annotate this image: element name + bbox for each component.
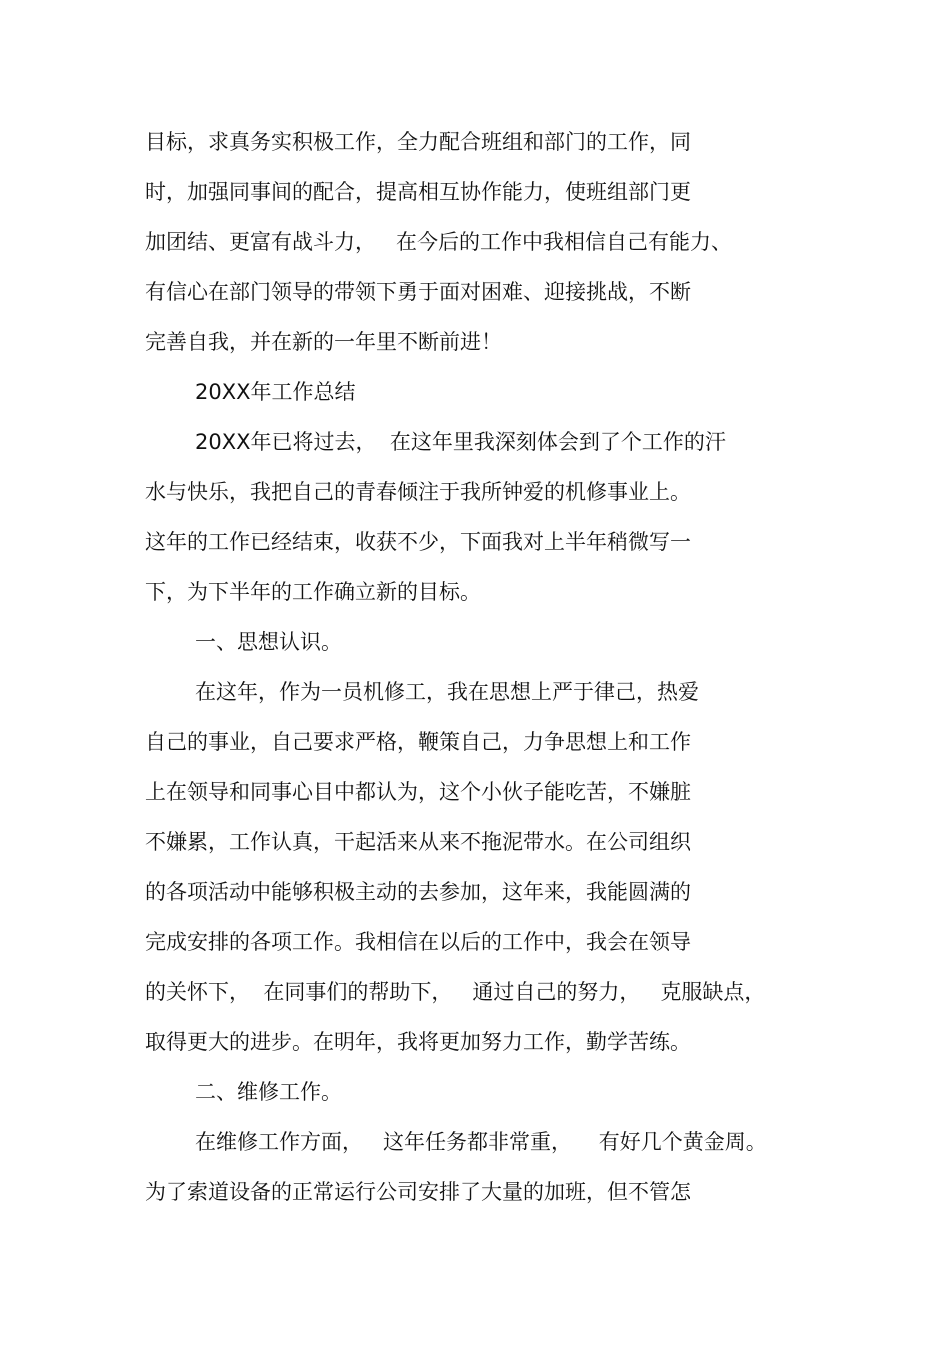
text-line: 在维修工作方面， 这年任务都非常重， 有好几个黄金周。 xyxy=(195,1130,767,1154)
text-line: 自己的事业，自己要求严格，鞭策自己，力争思想上和工作 xyxy=(145,730,691,754)
text-line: 时，加强同事间的配合，提高相互协作能力，使班组部门更 xyxy=(145,180,691,204)
text-line: 取得更大的进步。在明年，我将更加努力工作，勤学苦练。 xyxy=(145,1030,691,1054)
text-line: 下，为下半年的工作确立新的目标。 xyxy=(145,580,481,604)
text-line: 的各项活动中能够积极主动的去参加，这年来，我能圆满的 xyxy=(145,880,691,904)
text-line: 不嫌累，工作认真，干起活来从来不拖泥带水。在公司组织 xyxy=(145,830,691,854)
text-line: 目标，求真务实积极工作，全力配合班组和部门的工作，同 xyxy=(145,130,691,154)
text-line: 完成安排的各项工作。我相信在以后的工作中，我会在领导 xyxy=(145,930,691,954)
text-line: 这年的工作已经结束，收获不少，下面我对上半年稍微写一 xyxy=(145,530,691,554)
section-title: 20XX年工作总结 xyxy=(195,380,356,404)
text-line: 在这年，作为一员机修工，我在思想上严于律己，热爱 xyxy=(195,680,699,704)
text-line: 水与快乐，我把自己的青春倾注于我所钟爱的机修事业上。 xyxy=(145,480,691,504)
section-heading: 二、维修工作。 xyxy=(195,1080,342,1104)
text-line: 为了索道设备的正常运行公司安排了大量的加班，但不管怎 xyxy=(145,1180,691,1204)
text-line: 完善自我，并在新的一年里不断前进！ xyxy=(145,330,502,354)
text-line: 有信心在部门领导的带领下勇于面对困难、迎接挑战，不断 xyxy=(145,280,691,304)
text-line: 加团结、更富有战斗力， 在今后的工作中我相信自己有能力、 xyxy=(145,230,733,254)
section-heading: 一、思想认识。 xyxy=(195,630,342,654)
text-line: 的关怀下， 在同事们的帮助下， 通过自己的努力， 克服缺点， xyxy=(145,980,766,1004)
text-line: 上在领导和同事心目中都认为，这个小伙子能吃苦，不嫌脏 xyxy=(145,780,691,804)
text-line: 20XX年已将过去， 在这年里我深刻体会到了个工作的汗 xyxy=(195,430,726,454)
